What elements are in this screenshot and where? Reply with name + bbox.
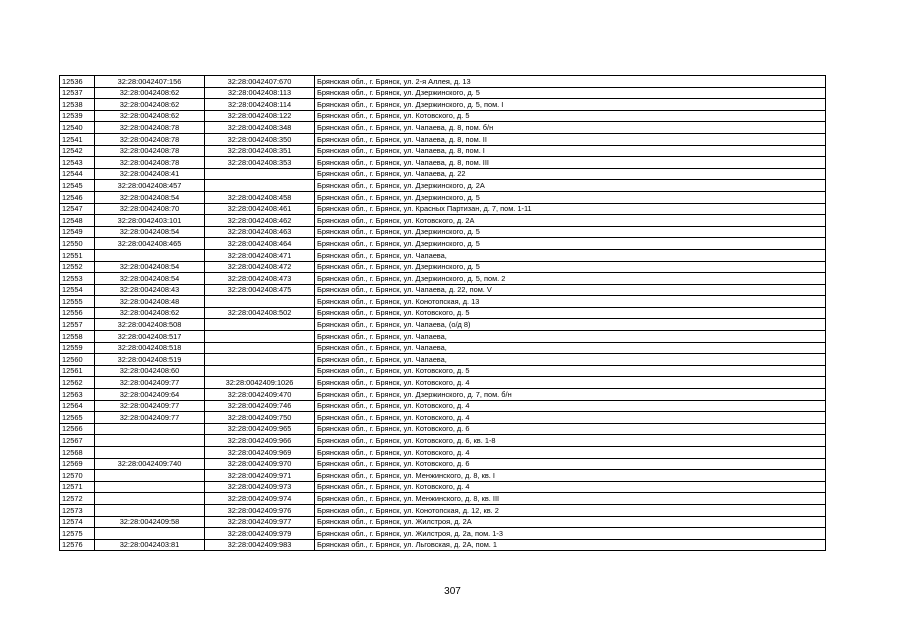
parent-cadastral-number-cell: 32:28:0042408:465: [95, 238, 205, 250]
parent-cadastral-number-cell: [95, 423, 205, 435]
record-number-cell: 12556: [60, 307, 95, 319]
address-cell: Брянская обл., г. Брянск, ул. Дзержинского, д. 5: [315, 87, 826, 99]
parent-cadastral-number-cell: [95, 249, 205, 261]
parent-cadastral-number-cell: [95, 435, 205, 447]
record-number-cell: 12552: [60, 261, 95, 273]
parent-cadastral-number-cell: 32:28:0042409:77: [95, 400, 205, 412]
parent-cadastral-number-cell: 32:28:0042409:77: [95, 377, 205, 389]
record-number-cell: 12563: [60, 389, 95, 401]
record-number-cell: 12567: [60, 435, 95, 447]
table-row: [60, 191, 826, 203]
parent-cadastral-number-cell: 32:28:0042408:508: [95, 319, 205, 331]
parent-cadastral-number-cell: [95, 504, 205, 516]
parent-cadastral-number-cell: 32:28:0042408:519: [95, 354, 205, 366]
record-number-cell: 12562: [60, 377, 95, 389]
record-number-cell: 12541: [60, 133, 95, 145]
address-cell: Брянская обл., г. Брянск, ул. Менжинского, д. 8, кв. III: [315, 493, 826, 505]
address-cell: Брянская обл., г. Брянск, ул. Чапаева, д. 22, пом. V: [315, 284, 826, 296]
table-row: [60, 296, 826, 308]
record-number-cell: 12537: [60, 87, 95, 99]
record-number-cell: 12560: [60, 354, 95, 366]
parent-cadastral-number-cell: 32:28:0042408:517: [95, 331, 205, 343]
parent-cadastral-number-cell: 32:28:0042407:156: [95, 76, 205, 88]
table-row: [60, 122, 826, 134]
registry-table: [59, 75, 826, 551]
address-cell: Брянская обл., г. Брянск, ул. Чапаева, д. 22: [315, 168, 826, 180]
address-cell: Брянская обл., г. Брянск, ул. Чапаева,: [315, 331, 826, 343]
record-number-cell: 12542: [60, 145, 95, 157]
cadastral-number-cell: 32:28:0042408:353: [205, 157, 315, 169]
table-row: [60, 458, 826, 470]
parent-cadastral-number-cell: 32:28:0042408:60: [95, 365, 205, 377]
address-cell: Брянская обл., г. Брянск, ул. Чапаева, (о/д 8): [315, 319, 826, 331]
cadastral-number-cell: 32:28:0042408:472: [205, 261, 315, 273]
address-cell: Брянская обл., г. Брянск, ул. Дзержинского, д. 5: [315, 261, 826, 273]
cadastral-number-cell: [205, 296, 315, 308]
parent-cadastral-number-cell: 32:28:0042408:78: [95, 122, 205, 134]
cadastral-number-cell: [205, 319, 315, 331]
parent-cadastral-number-cell: 32:28:0042408:43: [95, 284, 205, 296]
cadastral-number-cell: [205, 180, 315, 192]
cadastral-number-cell: 32:28:0042408:502: [205, 307, 315, 319]
table-row: [60, 516, 826, 528]
table-row: [60, 110, 826, 122]
address-cell: Брянская обл., г. Брянск, ул. 2-я Аллея, д. 13: [315, 76, 826, 88]
address-cell: Брянская обл., г. Брянск, ул. Чапаева, д. 8, пом. б/н: [315, 122, 826, 134]
address-cell: Брянская обл., г. Брянск, ул. Чапаева, д. 8, пом. I: [315, 145, 826, 157]
address-cell: Брянская обл., г. Брянск, ул. Дзержинского, д. 2А: [315, 180, 826, 192]
parent-cadastral-number-cell: 32:28:0042409:77: [95, 412, 205, 424]
cadastral-number-cell: [205, 365, 315, 377]
cadastral-number-cell: 32:28:0042408:473: [205, 273, 315, 285]
record-number-cell: 12558: [60, 331, 95, 343]
cadastral-number-cell: 32:28:0042409:965: [205, 423, 315, 435]
parent-cadastral-number-cell: [95, 447, 205, 459]
cadastral-number-cell: 32:28:0042408:461: [205, 203, 315, 215]
cadastral-number-cell: 32:28:0042409:973: [205, 481, 315, 493]
table-row: [60, 226, 826, 238]
cadastral-number-cell: 32:28:0042408:350: [205, 133, 315, 145]
table-row: [60, 249, 826, 261]
cadastral-number-cell: 32:28:0042408:348: [205, 122, 315, 134]
cadastral-number-cell: [205, 331, 315, 343]
record-number-cell: 12575: [60, 528, 95, 540]
parent-cadastral-number-cell: 32:28:0042403:81: [95, 539, 205, 551]
cadastral-number-cell: 32:28:0042409:974: [205, 493, 315, 505]
cadastral-number-cell: 32:28:0042409:971: [205, 470, 315, 482]
page-number: 307: [444, 586, 461, 597]
record-number-cell: 12545: [60, 180, 95, 192]
address-cell: Брянская обл., г. Брянск, ул. Котовского, д. 6, кв. 1-8: [315, 435, 826, 447]
parent-cadastral-number-cell: [95, 470, 205, 482]
table-row: [60, 435, 826, 447]
record-number-cell: 12548: [60, 215, 95, 227]
table-row: [60, 99, 826, 111]
parent-cadastral-number-cell: 32:28:0042408:41: [95, 168, 205, 180]
parent-cadastral-number-cell: 32:28:0042408:78: [95, 157, 205, 169]
address-cell: Брянская обл., г. Брянск, ул. Дзержинского, д. 5: [315, 191, 826, 203]
table-row: [60, 87, 826, 99]
table-row: [60, 180, 826, 192]
address-cell: Брянская обл., г. Брянск, ул. Конотопская, д. 12, кв. 2: [315, 504, 826, 516]
cadastral-number-cell: 32:28:0042409:750: [205, 412, 315, 424]
address-cell: Брянская обл., г. Брянск, ул. Чапаева, д. 8, пом. III: [315, 157, 826, 169]
address-cell: Брянская обл., г. Брянск, ул. Котовского, д. 2А: [315, 215, 826, 227]
parent-cadastral-number-cell: 32:28:0042408:62: [95, 307, 205, 319]
address-cell: Брянская обл., г. Брянск, ул. Чапаева,: [315, 249, 826, 261]
cadastral-number-cell: 32:28:0042409:970: [205, 458, 315, 470]
address-cell: Брянская обл., г. Брянск, ул. Котовского, д. 5: [315, 110, 826, 122]
parent-cadastral-number-cell: 32:28:0042408:54: [95, 273, 205, 285]
cadastral-number-cell: 32:28:0042408:464: [205, 238, 315, 250]
table-row: [60, 412, 826, 424]
table-row: [60, 365, 826, 377]
address-cell: Брянская обл., г. Брянск, ул. Дзержинского, д. 7, пом. б/н: [315, 389, 826, 401]
parent-cadastral-number-cell: 32:28:0042408:62: [95, 87, 205, 99]
cadastral-number-cell: 32:28:0042408:351: [205, 145, 315, 157]
address-cell: Брянская обл., г. Брянск, ул. Котовского, д. 4: [315, 377, 826, 389]
cadastral-number-cell: [205, 342, 315, 354]
address-cell: Брянская обл., г. Брянск, ул. Конотопская, д. 13: [315, 296, 826, 308]
record-number-cell: 12544: [60, 168, 95, 180]
parent-cadastral-number-cell: 32:28:0042408:78: [95, 145, 205, 157]
cadastral-number-cell: 32:28:0042409:976: [205, 504, 315, 516]
table-row: [60, 76, 826, 88]
cadastral-number-cell: 32:28:0042409:969: [205, 447, 315, 459]
parent-cadastral-number-cell: 32:28:0042409:740: [95, 458, 205, 470]
record-number-cell: 12571: [60, 481, 95, 493]
address-cell: Брянская обл., г. Брянск, ул. Чапаева,: [315, 354, 826, 366]
parent-cadastral-number-cell: 32:28:0042408:70: [95, 203, 205, 215]
parent-cadastral-number-cell: 32:28:0042408:518: [95, 342, 205, 354]
table-row: [60, 481, 826, 493]
cadastral-number-cell: 32:28:0042409:1026: [205, 377, 315, 389]
parent-cadastral-number-cell: 32:28:0042409:64: [95, 389, 205, 401]
cadastral-number-cell: 32:28:0042408:122: [205, 110, 315, 122]
table-row: [60, 377, 826, 389]
address-cell: Брянская обл., г. Брянск, ул. Менжинского, д. 8, кв. I: [315, 470, 826, 482]
table-row: [60, 319, 826, 331]
registry-table-body: [60, 76, 826, 551]
address-cell: Брянская обл., г. Брянск, ул. Котовского, д. 5: [315, 307, 826, 319]
address-cell: Брянская обл., г. Брянск, ул. Котовского, д. 6: [315, 458, 826, 470]
table-row: [60, 493, 826, 505]
cadastral-number-cell: 32:28:0042409:977: [205, 516, 315, 528]
cadastral-number-cell: 32:28:0042408:113: [205, 87, 315, 99]
parent-cadastral-number-cell: [95, 481, 205, 493]
cadastral-number-cell: 32:28:0042408:475: [205, 284, 315, 296]
table-row: [60, 400, 826, 412]
table-row: [60, 273, 826, 285]
parent-cadastral-number-cell: 32:28:0042408:48: [95, 296, 205, 308]
parent-cadastral-number-cell: 32:28:0042408:54: [95, 191, 205, 203]
cadastral-number-cell: 32:28:0042409:979: [205, 528, 315, 540]
table-row: [60, 215, 826, 227]
cadastral-number-cell: 32:28:0042407:670: [205, 76, 315, 88]
table-row: [60, 342, 826, 354]
record-number-cell: 12539: [60, 110, 95, 122]
record-number-cell: 12555: [60, 296, 95, 308]
table-row: [60, 307, 826, 319]
table-row: [60, 539, 826, 551]
parent-cadastral-number-cell: 32:28:0042409:58: [95, 516, 205, 528]
cadastral-number-cell: 32:28:0042409:966: [205, 435, 315, 447]
table-row: [60, 157, 826, 169]
address-cell: Брянская обл., г. Брянск, ул. Дзержинского, д. 5: [315, 226, 826, 238]
table-row: [60, 238, 826, 250]
address-cell: Брянская обл., г. Брянск, ул. Котовского, д. 4: [315, 412, 826, 424]
table-row: [60, 504, 826, 516]
address-cell: Брянская обл., г. Брянск, ул. Котовского, д. 4: [315, 400, 826, 412]
address-cell: Брянская обл., г. Брянск, ул. Жилстроя, д. 2А: [315, 516, 826, 528]
record-number-cell: 12559: [60, 342, 95, 354]
table-row: [60, 284, 826, 296]
record-number-cell: 12550: [60, 238, 95, 250]
parent-cadastral-number-cell: 32:28:0042408:54: [95, 261, 205, 273]
parent-cadastral-number-cell: 32:28:0042408:62: [95, 99, 205, 111]
table-row: [60, 423, 826, 435]
address-cell: Брянская обл., г. Брянск, ул. Котовского, д. 4: [315, 481, 826, 493]
record-number-cell: 12569: [60, 458, 95, 470]
record-number-cell: 12566: [60, 423, 95, 435]
table-row: [60, 470, 826, 482]
parent-cadastral-number-cell: [95, 493, 205, 505]
table-row: [60, 261, 826, 273]
cadastral-number-cell: [205, 354, 315, 366]
address-cell: Брянская обл., г. Брянск, ул. Чапаева,: [315, 342, 826, 354]
cadastral-number-cell: [205, 168, 315, 180]
record-number-cell: 12565: [60, 412, 95, 424]
table-row: [60, 389, 826, 401]
record-number-cell: 12574: [60, 516, 95, 528]
table-row: [60, 528, 826, 540]
record-number-cell: 12554: [60, 284, 95, 296]
record-number-cell: 12540: [60, 122, 95, 134]
record-number-cell: 12576: [60, 539, 95, 551]
cadastral-number-cell: 32:28:0042408:462: [205, 215, 315, 227]
table-row: [60, 331, 826, 343]
address-cell: Брянская обл., г. Брянск, ул. Жилстроя, д. 2а, пом. 1-3: [315, 528, 826, 540]
table-row: [60, 447, 826, 459]
parent-cadastral-number-cell: 32:28:0042408:457: [95, 180, 205, 192]
record-number-cell: 12543: [60, 157, 95, 169]
address-cell: Брянская обл., г. Брянск, ул. Котовского, д. 6: [315, 423, 826, 435]
address-cell: Брянская обл., г. Брянск, ул. Дзержинского, д. 5: [315, 238, 826, 250]
record-number-cell: 12546: [60, 191, 95, 203]
parent-cadastral-number-cell: 32:28:0042408:78: [95, 133, 205, 145]
table-row: [60, 133, 826, 145]
address-cell: Брянская обл., г. Брянск, ул. Дзержинского, д. 5, пом. 2: [315, 273, 826, 285]
table-row: [60, 203, 826, 215]
record-number-cell: 12536: [60, 76, 95, 88]
cadastral-number-cell: 32:28:0042408:463: [205, 226, 315, 238]
record-number-cell: 12570: [60, 470, 95, 482]
parent-cadastral-number-cell: 32:28:0042403:101: [95, 215, 205, 227]
parent-cadastral-number-cell: 32:28:0042408:54: [95, 226, 205, 238]
record-number-cell: 12549: [60, 226, 95, 238]
record-number-cell: 12572: [60, 493, 95, 505]
cadastral-number-cell: 32:28:0042408:471: [205, 249, 315, 261]
parent-cadastral-number-cell: [95, 528, 205, 540]
cadastral-number-cell: 32:28:0042409:983: [205, 539, 315, 551]
address-cell: Брянская обл., г. Брянск, ул. Льговская, д. 2А, пом. 1: [315, 539, 826, 551]
record-number-cell: 12538: [60, 99, 95, 111]
cadastral-number-cell: 32:28:0042409:746: [205, 400, 315, 412]
parent-cadastral-number-cell: 32:28:0042408:62: [95, 110, 205, 122]
record-number-cell: 12564: [60, 400, 95, 412]
address-cell: Брянская обл., г. Брянск, ул. Котовского, д. 4: [315, 447, 826, 459]
address-cell: Брянская обл., г. Брянск, ул. Котовского, д. 5: [315, 365, 826, 377]
address-cell: Брянская обл., г. Брянск, ул. Чапаева, д. 8, пом. II: [315, 133, 826, 145]
cadastral-number-cell: 32:28:0042408:114: [205, 99, 315, 111]
cadastral-number-cell: 32:28:0042409:470: [205, 389, 315, 401]
record-number-cell: 12568: [60, 447, 95, 459]
record-number-cell: 12553: [60, 273, 95, 285]
address-cell: Брянская обл., г. Брянск, ул. Дзержинского, д. 5, пом. I: [315, 99, 826, 111]
cadastral-number-cell: 32:28:0042408:458: [205, 191, 315, 203]
record-number-cell: 12557: [60, 319, 95, 331]
table-row: [60, 354, 826, 366]
record-number-cell: 12547: [60, 203, 95, 215]
address-cell: Брянская обл., г. Брянск, ул. Красных Партизан, д. 7, пом. 1-11: [315, 203, 826, 215]
table-row: [60, 168, 826, 180]
record-number-cell: 12551: [60, 249, 95, 261]
record-number-cell: 12561: [60, 365, 95, 377]
record-number-cell: 12573: [60, 504, 95, 516]
table-row: [60, 145, 826, 157]
